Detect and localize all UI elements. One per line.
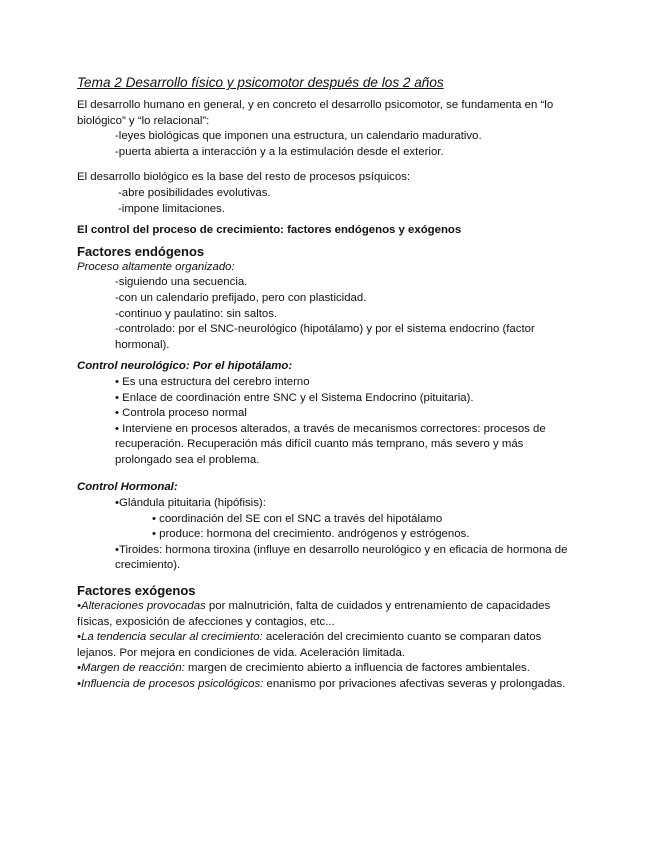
hormonal-item: •Glándula pituitaria (hipófisis): bbox=[115, 497, 266, 510]
hormonal-heading: Control Hormonal: bbox=[77, 481, 178, 494]
section-title: El control del proceso de crecimiento: factores endógenos y exógenos bbox=[77, 224, 462, 237]
hormonal-subitem: • produce: hormona del crecimiento. andrógenos y estrógenos. bbox=[152, 528, 470, 541]
bio-item: -abre posibilidades evolutivas. bbox=[118, 186, 271, 199]
neurologico-heading: Control neurológico: Por el hipotálamo: bbox=[77, 360, 293, 373]
exogenos-item bbox=[77, 599, 577, 630]
endogenos-subtitle: Proceso altamente organizado: bbox=[77, 260, 235, 273]
neurologico-item: • Controla proceso normal bbox=[115, 407, 247, 420]
bio-item: -impone limitaciones. bbox=[118, 202, 225, 215]
exogenos-item-text: enanismo por privaciones afectivas severas y prolongadas. bbox=[263, 678, 566, 690]
intro-item: -leyes biológicas que imponen una estructura, un calendario madurativo. bbox=[115, 130, 482, 143]
exogenos-item-label: •Alteraciones provocadas bbox=[77, 600, 206, 613]
endogenos-item: -con un calendario prefijado, pero con plasticidad. bbox=[115, 291, 367, 304]
exogenos-item bbox=[77, 677, 577, 693]
neurologico-item: • Interviene en procesos alterados, a través de mecanismos correctores: procesos de recuperación. Recuperación más difícil cuanto más temprano, más severo y más prolongado sea el problema. bbox=[115, 422, 546, 466]
endogenos-item: -continuo y paulatino: sin saltos. bbox=[115, 307, 278, 320]
exogenos-item-label: •La tendencia secular al crecimiento: bbox=[77, 631, 263, 644]
exogenos-heading: Factores exógenos bbox=[77, 583, 196, 599]
exogenos-item-label: •Influencia de procesos psicológicos: bbox=[77, 678, 264, 690]
endogenos-item: -siguiendo una secuencia. bbox=[115, 276, 248, 289]
endogenos-heading: Factores endógenos bbox=[77, 243, 205, 259]
hormonal-subitem: • coordinación del SE con el SNC a través del hipotálamo bbox=[152, 512, 443, 525]
exogenos-item-label: •Margen de reacción: bbox=[77, 662, 185, 675]
exogenos-item bbox=[77, 661, 577, 677]
intro-item: -puerta abierta a interacción y a la estimulación desde el exterior. bbox=[115, 145, 444, 158]
neurologico-item: • Enlace de coordinación entre SNC y el Sistema Endocrino (pituitaria). bbox=[115, 391, 474, 404]
exogenos-item-text: por malnutrición, falta de cuidados y entrenamiento de capacidades físicas, exposición de afecciones y contagios, etc... bbox=[77, 600, 551, 628]
neurologico-item: • Es una estructura del cerebro interno bbox=[115, 375, 310, 388]
exogenos-item-text: margen de crecimiento abierto a influencia de factores ambientales. bbox=[184, 662, 530, 675]
page-title: Tema 2 Desarrollo físico y psicomotor después de los 2 años bbox=[77, 75, 444, 90]
exogenos-item bbox=[77, 630, 577, 661]
intro-paragraph: El desarrollo humano en general, y en concreto el desarrollo psicomotor, se fundamenta en “lo biológico” y “lo relacional”: bbox=[77, 99, 554, 127]
bio-paragraph: El desarrollo biológico es la base del resto de procesos psíquicos: bbox=[77, 171, 411, 184]
hormonal-item: •Tiroides: hormona tiroxina (influye en desarrollo neurológico y en eficacia de hormona de crecimiento). bbox=[115, 543, 568, 572]
exogenos-item-text: aceleración del crecimiento cuanto se comparan datos lejanos. Por mejora en condiciones de vida. Aceleración limitada. bbox=[77, 631, 542, 659]
endogenos-item: -controlado: por el SNC-neurológico (hipotálamo) y por el sistema endocrino (factor hormonal). bbox=[115, 323, 535, 351]
